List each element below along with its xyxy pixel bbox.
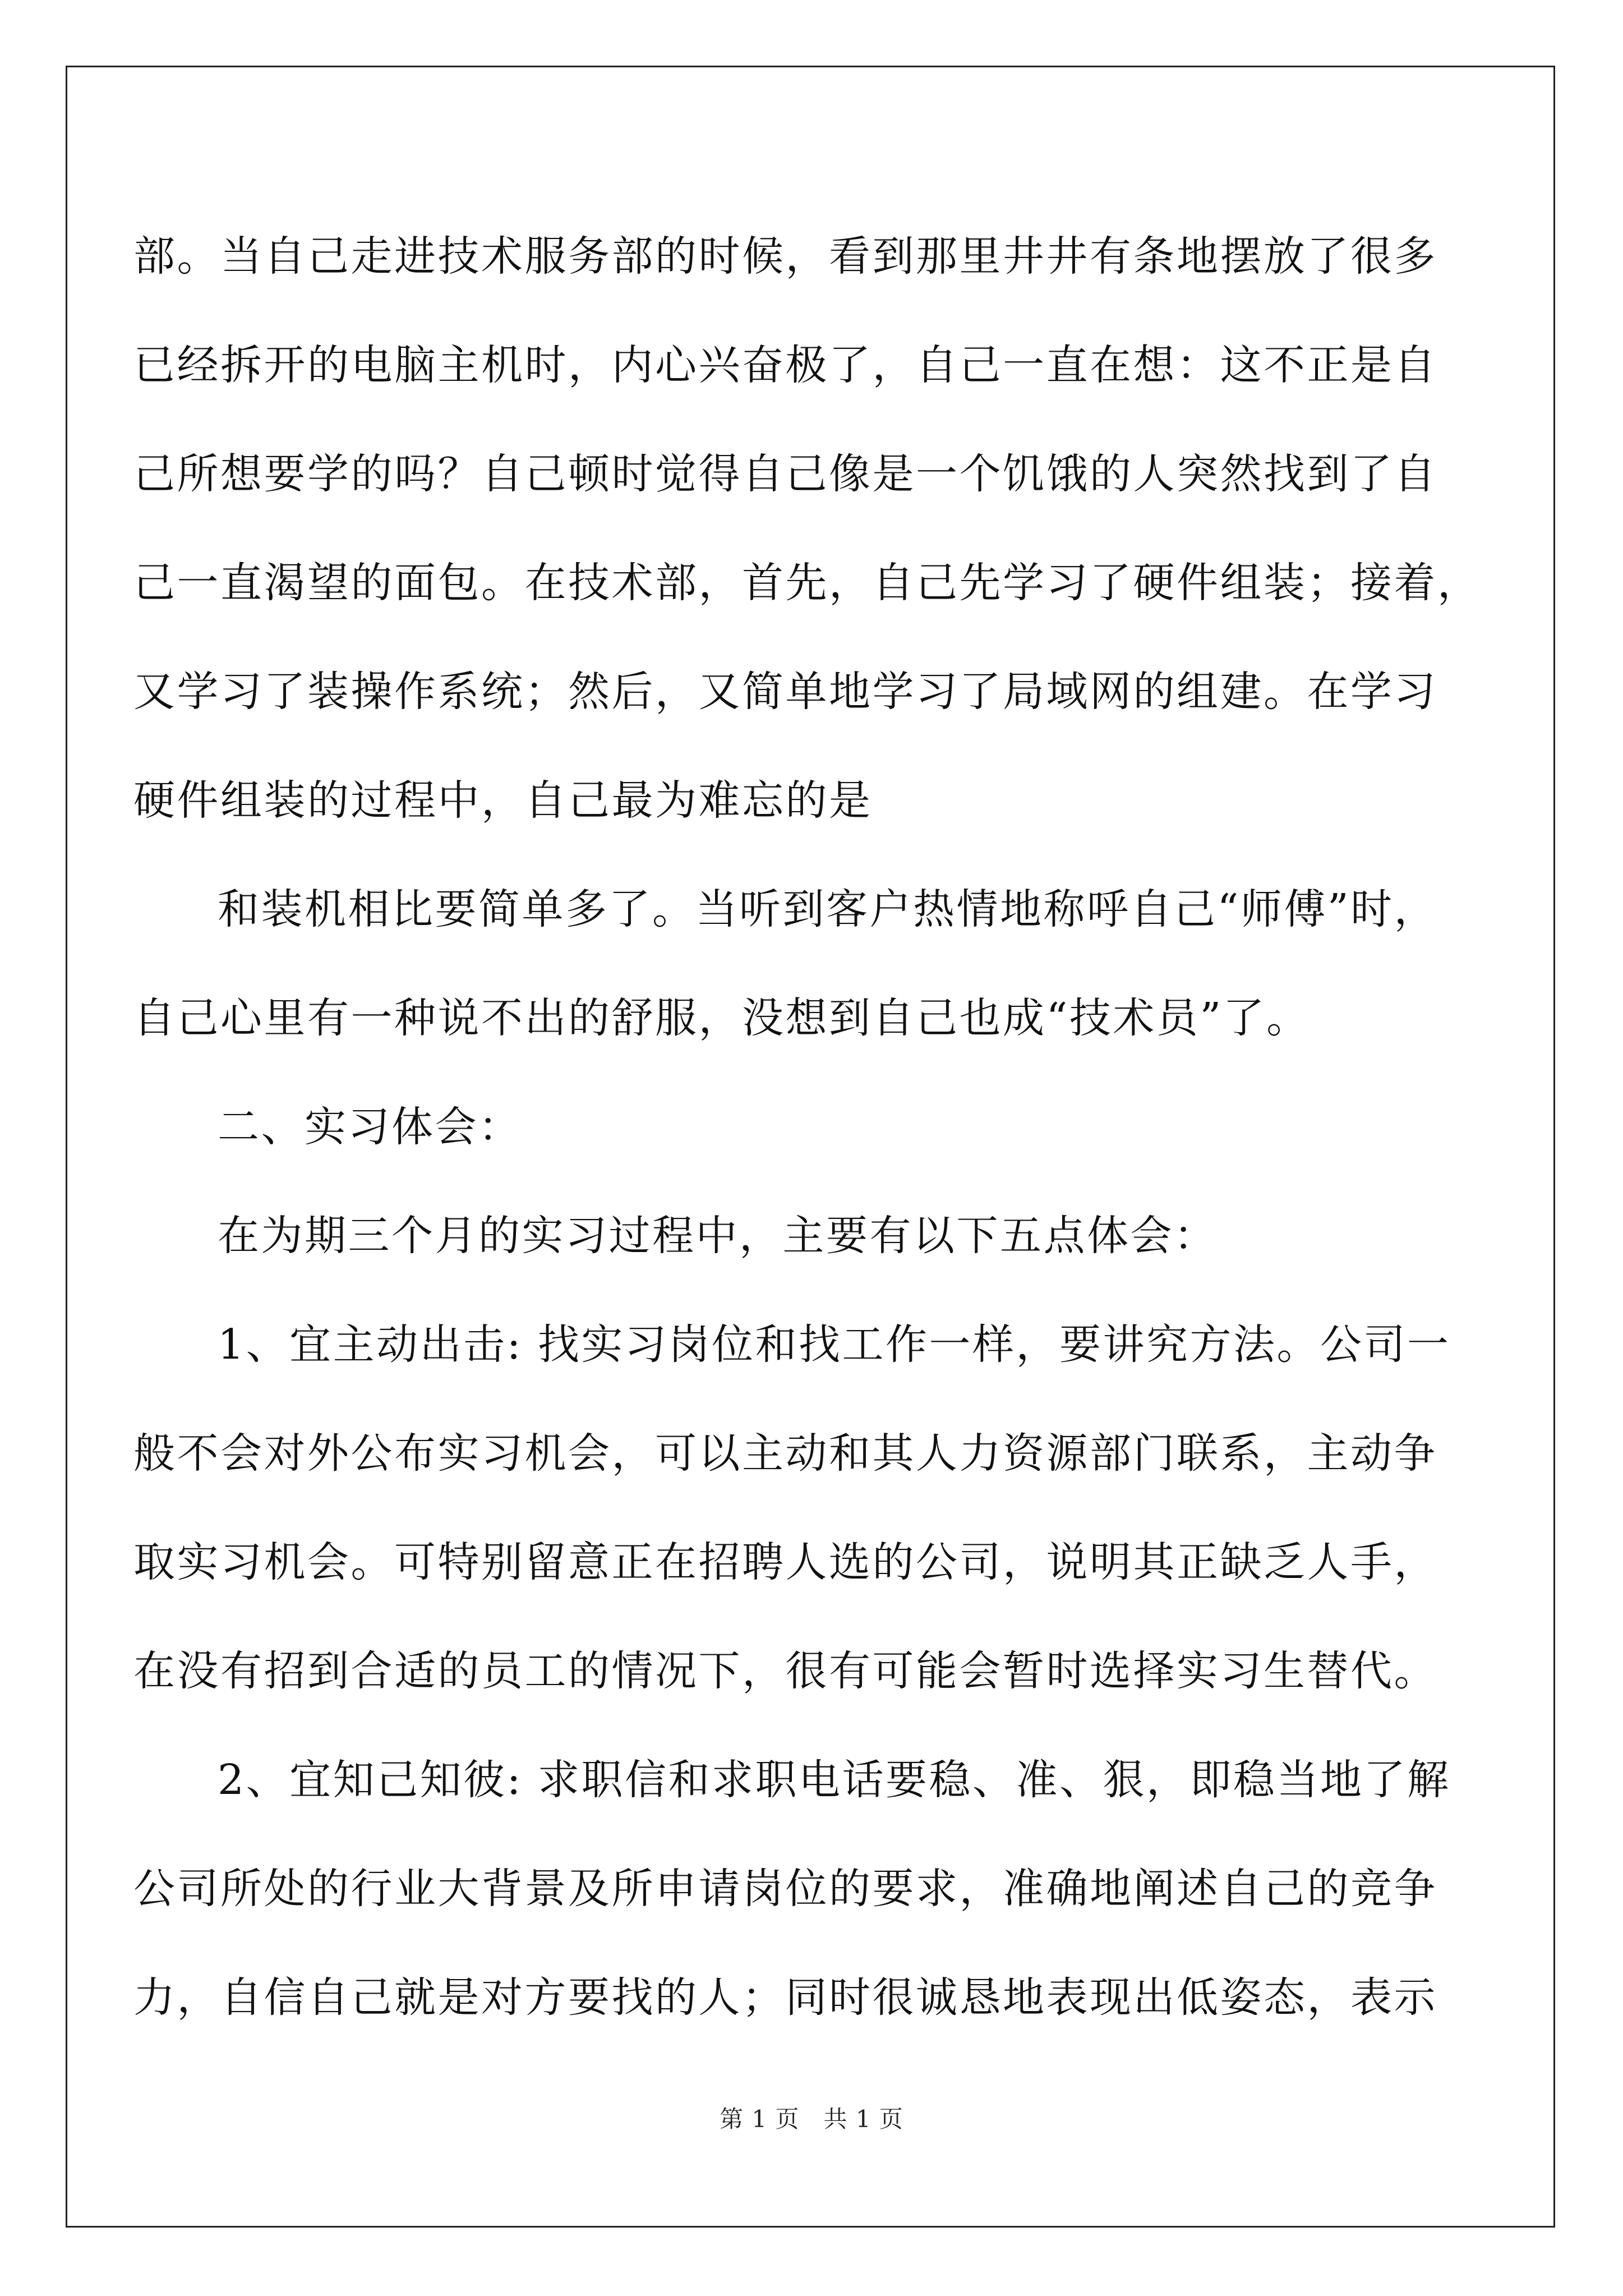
text-line: 部。当自己走进技术服务部的时候，看到那里井井有条地摆放了很多 [133, 232, 1437, 280]
text-line: 已经拆开的电脑主机时，内心兴奋极了，自己一直在想：这不正是自 [133, 341, 1437, 389]
section-heading: 二、实习体会： [218, 1103, 522, 1151]
text-line: 般不会对外公布实习机会，可以主动和其人力资源部门联系，主动争 [133, 1429, 1437, 1478]
list-item-2-start: 2、宜知己知彼: 求职信和求职电话要稳、准、狠，即稳当地了解 [218, 1756, 1451, 1804]
text-line: 自己心里有一种说不出的舒服，没想到自己也成“技术员”了。 [133, 994, 1310, 1042]
text-line: 取实习机会。可特别留意正在招聘人选的公司，说明其正缺乏人手， [133, 1538, 1437, 1586]
paragraph-start: 和装机相比要简单多了。当听到客户热情地称呼自己“师傅”时， [218, 885, 1438, 933]
text-line: 己一直渴望的面包。在技术部，首先，自己先学习了硬件组装；接着， [133, 559, 1481, 607]
list-item-1-start: 1、宜主动出击: 找实习岗位和找工作一样，要讲究方法。公司一 [218, 1320, 1451, 1369]
text-line: 己所想要学的吗？自己顿时觉得自己像是一个饥饿的人突然找到了自 [133, 450, 1437, 498]
paragraph-start: 在为期三个月的实习过程中，主要有以下五点体会： [218, 1212, 1218, 1260]
text-line: 硬件组装的过程中，自己最为难忘的是 [133, 776, 873, 825]
text-line: 公司所处的行业大背景及所申请岗位的要求，准确地阐述自己的竞争 [133, 1865, 1437, 1913]
text-line: 又学习了装操作系统；然后，又简单地学习了局域网的组建。在学习 [133, 668, 1437, 716]
text-line: 在没有招到合适的员工的情况下，很有可能会暂时选择实习生替代。 [133, 1647, 1437, 1695]
text-line: 力，自信自己就是对方要找的人；同时很诚恳地表现出低姿态，表示 [133, 1973, 1437, 2022]
document-body [133, 202, 1481, 2052]
page-number-footer: 第 1 页 共 1 页 [720, 2105, 903, 2133]
